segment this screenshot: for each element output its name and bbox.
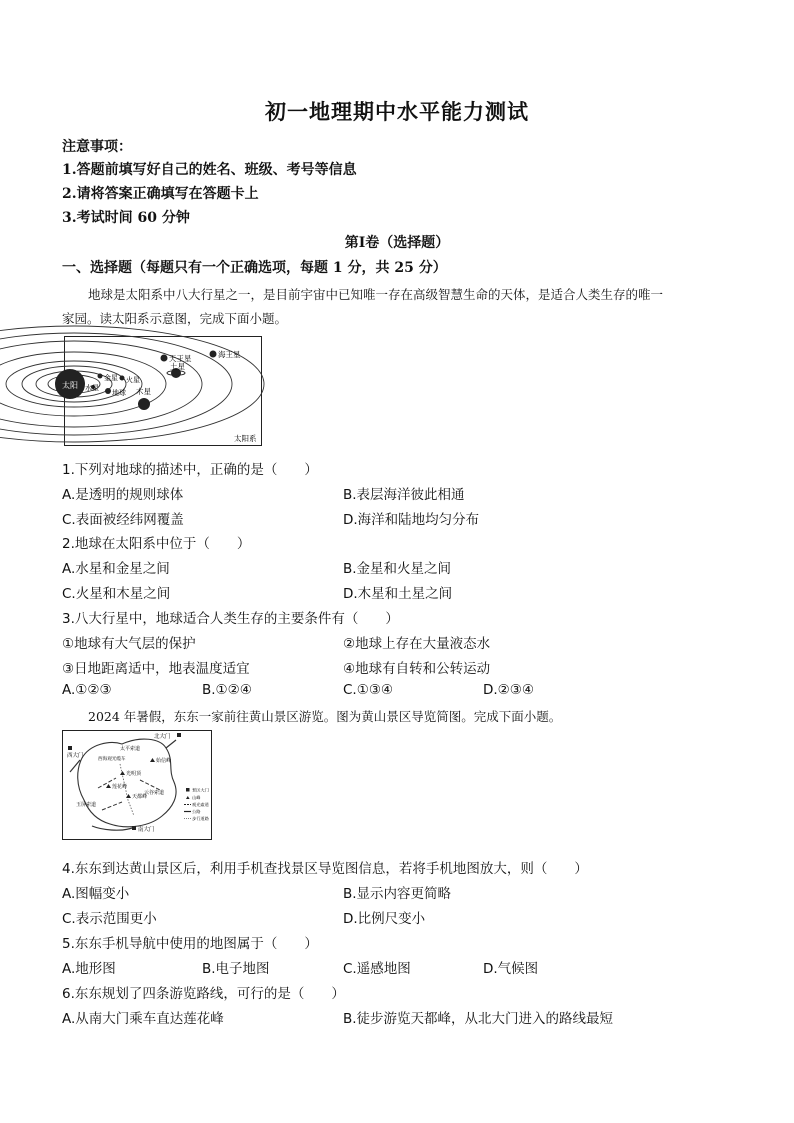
page-title: 初一地理期中水平能力测试: [265, 99, 529, 124]
taiping-cableway-label: 太平索道: [120, 746, 141, 752]
q3-option-a: A.①②③: [62, 682, 112, 698]
q3-statement-4: ④地球有自转和公转运动: [343, 661, 491, 677]
q5-option-d: D.气候图: [483, 961, 539, 977]
passage1-line2: 家园。读太阳系示意图，完成下面小题。: [62, 311, 288, 326]
q4-option-c: C.表示范围更小: [62, 911, 157, 927]
note-item-1: 1.答题前填写好自己的姓名、班级、考号等信息: [62, 162, 357, 178]
west-gate-icon: [68, 746, 72, 750]
note-item-2: 2.请将答案正确填写在答题卡上: [62, 186, 259, 202]
jupiter-icon: [138, 398, 150, 410]
q4-option-d: D.比例尺变小: [343, 911, 426, 927]
svg-text:步行道路: 步行道路: [192, 816, 209, 821]
q3-option-d: D.②③④: [483, 682, 534, 698]
q3-statement-3: ③日地距离适中，地表温度适宜: [62, 661, 250, 677]
mars-label: 火星: [126, 376, 140, 384]
north-gate-label: 北大门: [154, 734, 171, 740]
lianhua-peak-label: 莲花峰: [112, 784, 128, 790]
figure1-caption: 太阳系: [234, 434, 257, 443]
q1-option-d: D.海洋和陆地均匀分布: [343, 512, 480, 528]
sun-label: 太阳: [62, 381, 78, 390]
tiandu-peak-label: 天都峰: [132, 794, 148, 800]
mars-icon: [120, 376, 125, 381]
yuping-cableway-label: 玉屏索道: [76, 802, 97, 808]
q2-option-d: D.木星和土星之间: [343, 586, 453, 602]
neptune-label: 海王星: [218, 350, 241, 359]
q5-option-c: C.遥感地图: [343, 961, 411, 977]
guangmingding-label: 光明顶: [126, 771, 142, 777]
q2-option-b: B.金星和火星之间: [343, 561, 452, 577]
q3-statement-2: ②地球上存在大量液态水: [343, 636, 491, 652]
q3-option-b: B.①②④: [202, 682, 252, 698]
q6-option-a: A.从南大门乘车直达莲花峰: [62, 1011, 224, 1027]
venus-icon: [98, 374, 103, 379]
section-title: 一、选择题（每题只有一个正确选项，每题 1 分，共 25 分）: [62, 260, 447, 276]
uranus-icon: [161, 355, 168, 362]
mercury-label: 水星: [85, 384, 99, 392]
saturn-label: 土星: [170, 362, 185, 371]
q3-statement-1: ①地球有大气层的保护: [62, 636, 196, 652]
q1-option-b: B.表层海洋彼此相通: [343, 487, 465, 503]
q1-stem: 1.下列对地球的描述中，正确的是（ ）: [62, 462, 318, 478]
svg-text:景区大门: 景区大门: [192, 787, 209, 793]
earth-label: 地球: [112, 389, 126, 397]
q6-stem: 6.东东规划了四条游览路线，可行的是（ ）: [62, 986, 345, 1002]
north-gate-icon: [177, 733, 181, 737]
q6-option-b: B.徒步游览天都峰，从北大门进入的路线最短: [343, 1011, 614, 1027]
q5-stem: 5.东东手机导航中使用的地图属于（ ）: [62, 936, 318, 952]
svg-text:山峰: 山峰: [192, 795, 201, 800]
q2-stem: 2.地球在太阳系中位于（ ）: [62, 536, 251, 552]
jupiter-label: 木星: [136, 387, 151, 396]
q5-option-b: B.电子地图: [202, 961, 270, 977]
neptune-icon: [210, 351, 217, 358]
south-gate-icon: [132, 826, 136, 830]
shixin-peak-label: 始信峰: [156, 758, 172, 764]
q4-option-b: B.显示内容更简略: [343, 886, 452, 902]
q1-option-a: A.是透明的规则球体: [62, 487, 184, 503]
q4-option-a: A.图幅变小: [62, 886, 130, 902]
notes-heading: 注意事项：: [62, 139, 132, 155]
svg-text:观光索道: 观光索道: [192, 802, 209, 807]
uranus-label: 天王星: [169, 354, 192, 363]
q2-option-a: A.水星和金星之间: [62, 561, 170, 577]
note-item-3: 3.考试时间 60 分钟: [62, 210, 190, 226]
huangshan-map-figure: [62, 730, 212, 840]
q1-option-c: C.表面被经纬网覆盖: [62, 512, 184, 528]
q3-option-c: C.①③④: [343, 682, 394, 698]
svg-text:公路: 公路: [192, 809, 201, 814]
south-gate-label: 南大门: [138, 827, 155, 833]
passage2: 2024 年暑假，东东一家前往黄山景区游览。图为黄山景区导览简图。完成下面小题。: [88, 709, 562, 724]
q4-stem: 4.东东到达黄山景区后，利用手机查找景区导览图信息，若将手机地图放大，则（ ）: [62, 861, 588, 877]
venus-label: 金星: [104, 374, 118, 382]
q2-option-c: C.火星和木星之间: [62, 586, 171, 602]
part-title: 第Ⅰ卷（选择题）: [344, 235, 450, 251]
passage1-line1: 地球是太阳系中八大行星之一，是目前宇宙中已知唯一存在高级智慧生命的天体，是适合人类生存的唯一: [88, 287, 664, 302]
q5-option-a: A.地形图: [62, 961, 116, 977]
q3-stem: 3.八大行星中，地球适合人类生存的主要条件有（ ）: [62, 611, 399, 627]
solar-system-figure: [64, 336, 262, 446]
yungu-cableway-label: 云谷索道: [144, 790, 165, 796]
west-gate-label: 西大门: [67, 753, 84, 759]
xihai-cable-car-label: 西海观光缆车: [98, 757, 126, 762]
earth-icon: [105, 388, 111, 394]
